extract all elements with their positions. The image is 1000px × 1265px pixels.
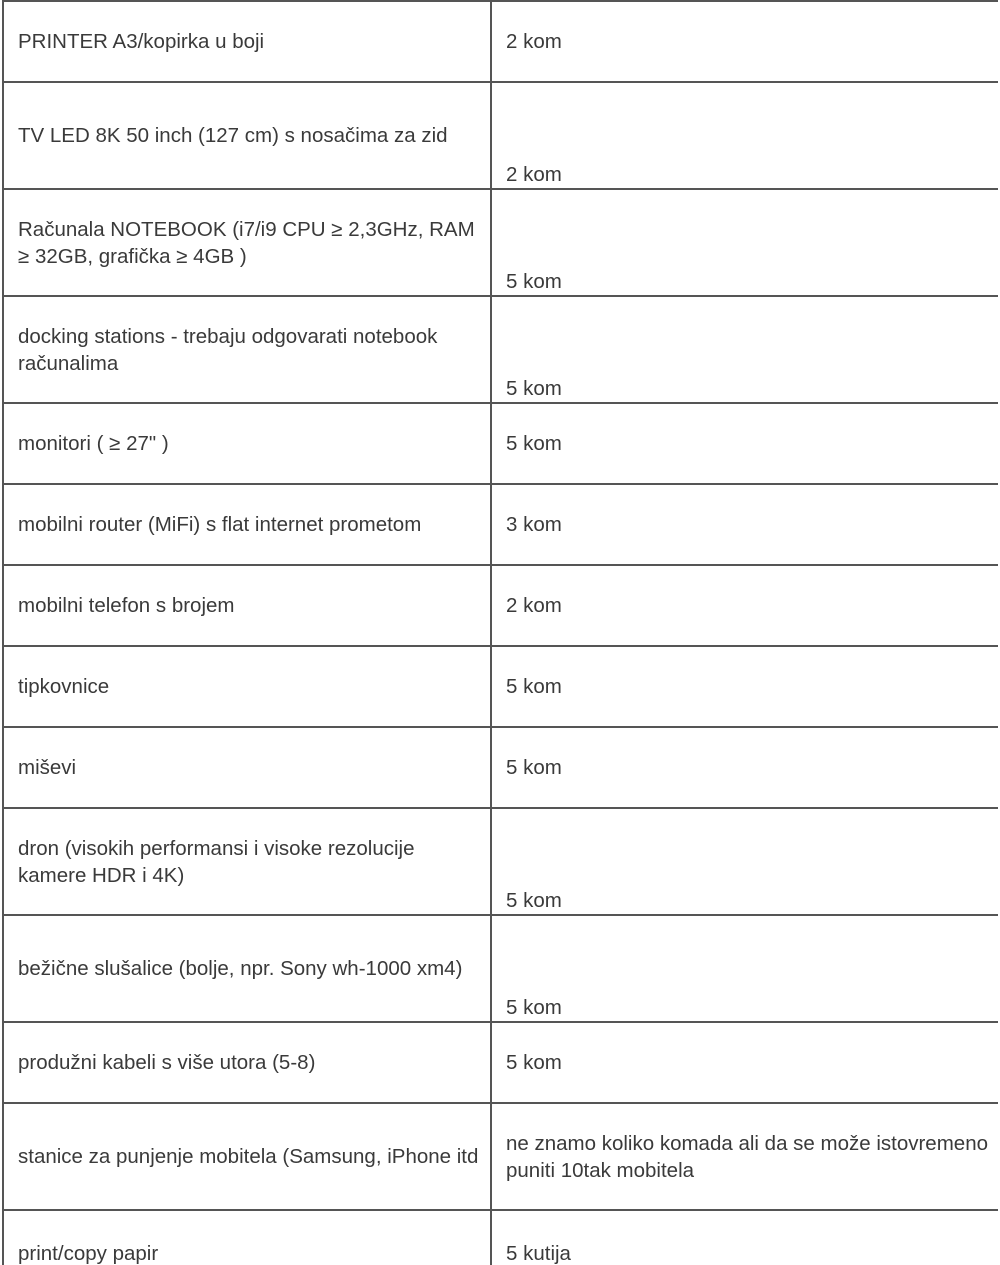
equipment-table — [2, 0, 998, 1265]
item-cell: produžni kabeli s više utora (5-8) — [3, 1022, 491, 1103]
item-cell: Računala NOTEBOOK (i7/i9 CPU ≥ 2,3GHz, RAM ≥ 32GB, grafička ≥ 4GB ) — [3, 189, 491, 296]
item-cell: print/copy papir — [3, 1210, 491, 1265]
table-row — [3, 1210, 998, 1265]
item-cell: PRINTER A3/kopirka u boji — [3, 1, 491, 82]
item-cell: TV LED 8K 50 inch (127 cm) s nosačima za zid — [3, 82, 491, 189]
quantity-cell: 5 kom — [491, 403, 998, 484]
item-cell: miševi — [3, 727, 491, 808]
table-row — [3, 189, 998, 296]
table-row — [3, 403, 998, 484]
item-cell: dron (visokih performansi i visoke rezolucije kamere HDR i 4K) — [3, 808, 491, 915]
quantity-cell: 5 kom — [491, 808, 998, 915]
table-row — [3, 727, 998, 808]
item-cell: bežične slušalice (bolje, npr. Sony wh-1000 xm4) — [3, 915, 491, 1022]
quantity-cell: 2 kom — [491, 82, 998, 189]
item-cell: mobilni telefon s brojem — [3, 565, 491, 646]
item-cell: docking stations - trebaju odgovarati notebook računalima — [3, 296, 491, 403]
quantity-cell: 5 kom — [491, 646, 998, 727]
quantity-cell: 5 kom — [491, 296, 998, 403]
quantity-cell: 5 kom — [491, 915, 998, 1022]
quantity-cell: 5 kom — [491, 727, 998, 808]
table-row — [3, 1, 998, 82]
item-cell: monitori ( ≥ 27" ) — [3, 403, 491, 484]
item-cell: tipkovnice — [3, 646, 491, 727]
table-row — [3, 82, 998, 189]
table-row — [3, 1022, 998, 1103]
equipment-table-sheet — [2, 0, 998, 1265]
item-cell: mobilni router (MiFi) s flat internet prometom — [3, 484, 491, 565]
item-cell: stanice za punjenje mobitela (Samsung, iPhone itd — [3, 1103, 491, 1210]
table-row — [3, 808, 998, 915]
quantity-cell: 3 kom — [491, 484, 998, 565]
table-row — [3, 484, 998, 565]
table-row — [3, 915, 998, 1022]
quantity-cell: 5 kutija — [491, 1210, 998, 1265]
quantity-cell: ne znamo koliko komada ali da se može istovremeno puniti 10tak mobitela — [491, 1103, 998, 1210]
quantity-cell: 5 kom — [491, 1022, 998, 1103]
quantity-cell: 2 kom — [491, 1, 998, 82]
table-row — [3, 296, 998, 403]
table-row — [3, 565, 998, 646]
quantity-cell: 2 kom — [491, 565, 998, 646]
table-row — [3, 646, 998, 727]
quantity-cell: 5 kom — [491, 189, 998, 296]
table-row — [3, 1103, 998, 1210]
